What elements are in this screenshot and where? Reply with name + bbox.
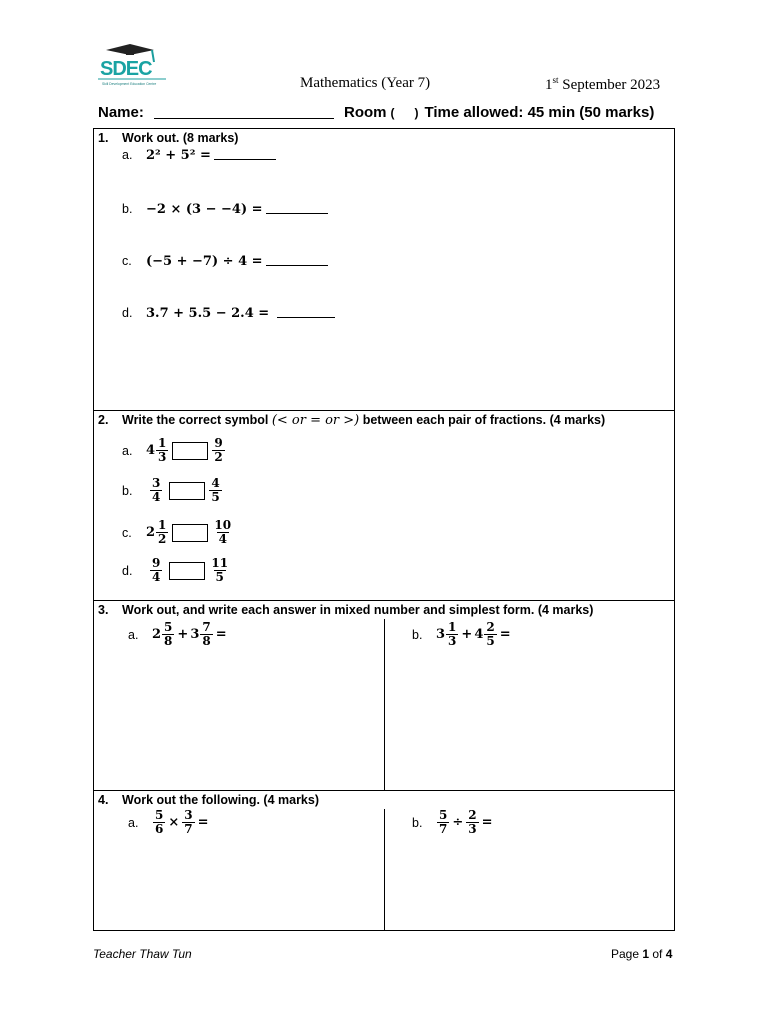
question-3-box xyxy=(93,600,675,791)
fraction: $\frac{9}{4}$ xyxy=(152,556,161,584)
fraction: $\frac{10}{4}$ xyxy=(214,518,232,546)
q2-item-b: b. $\frac{3}{4}$ $\frac{4}{5}$ xyxy=(122,476,220,504)
name-line xyxy=(98,104,678,121)
teacher-name: Teacher Thaw Tun xyxy=(93,947,192,961)
room-field[interactable]: ( ) xyxy=(390,106,419,120)
time-allowed: Time allowed: 45 min (50 marks) xyxy=(424,104,655,121)
question-4-box xyxy=(93,790,675,931)
svg-text:SDEC: SDEC xyxy=(100,58,152,80)
symbol-box[interactable] xyxy=(169,482,205,500)
q1-item-a: a. 2² + 5² = xyxy=(122,147,276,163)
answer-blank[interactable] xyxy=(266,202,328,214)
fraction: $\frac{3}{7}$ xyxy=(184,808,193,836)
fraction: $\frac{5}{7}$ xyxy=(439,808,448,836)
answer-blank[interactable] xyxy=(266,254,328,266)
q1-item-b: b. −2 × (3 − −4) = xyxy=(122,201,328,217)
q2-item-d: d. $\frac{9}{4}$ $\frac{11}{5}$ xyxy=(122,556,229,584)
fraction: $\frac{2}{3}$ xyxy=(468,808,477,836)
fraction: $\frac{9}{2}$ xyxy=(214,436,223,464)
column-divider xyxy=(384,619,385,791)
q4-item-b: b. $\frac{5}{7}$ ÷ $\frac{2}{3}$ = xyxy=(412,808,493,836)
column-divider xyxy=(384,809,385,931)
fraction: $\frac{11}{5}$ xyxy=(211,556,229,584)
symbol-box[interactable] xyxy=(172,442,208,460)
fraction: $\frac{4}{5}$ xyxy=(211,476,220,504)
q1-item-d: d. 3.7 + 5.5 − 2.4 = xyxy=(122,305,335,321)
fraction: $\frac{3}{4}$ xyxy=(152,476,161,504)
subject-title: Mathematics (Year 7) xyxy=(300,75,431,91)
symbol-box[interactable] xyxy=(172,524,208,542)
fraction: $\frac{5}{6}$ xyxy=(155,808,164,836)
question-1-box xyxy=(93,128,675,411)
question-3-title: 3. Work out, and write each answer in mixed number and simplest form. (4 marks) xyxy=(98,603,594,617)
room-label: Room xyxy=(344,104,387,121)
symbol-box[interactable] xyxy=(169,562,205,580)
q3-item-b: b. 3 $\frac{1}{3}$ + 4 $\frac{2}{5}$ = xyxy=(412,620,511,648)
q1-item-c: c. (−5 + −7) ÷ 4 = xyxy=(122,253,328,269)
answer-blank[interactable] xyxy=(214,148,276,160)
question-4-title: 4. Work out the following. (4 marks) xyxy=(98,793,320,807)
q3-item-a: a. 2 $\frac{5}{8}$ + 3 $\frac{7}{8}$ = xyxy=(128,620,227,648)
exam-date: 1st September 2023 xyxy=(545,75,661,93)
name-field[interactable] xyxy=(154,105,334,119)
sdec-logo xyxy=(96,42,168,88)
question-1-title: 1. Work out. (8 marks) xyxy=(98,131,239,145)
page-number: Page 1 of 4 xyxy=(611,947,673,961)
fraction: $\frac{1}{2}$ xyxy=(158,518,167,546)
answer-blank[interactable] xyxy=(277,306,335,318)
q2-item-a: a. 4 $\frac{1}{3}$ $\frac{9}{2}$ xyxy=(122,436,223,464)
fraction: $\frac{5}{8}$ xyxy=(164,620,173,648)
q4-item-a: a. $\frac{5}{6}$ × $\frac{3}{7}$ = xyxy=(128,808,209,836)
svg-text:Skill Development Education Ce: Skill Development Education Centre xyxy=(102,82,157,86)
name-label: Name: xyxy=(98,104,144,121)
fraction: $\frac{2}{5}$ xyxy=(486,620,495,648)
question-2-title: 2. Write the correct symbol (< or = or >) between each pair of fractions. (4 marks) xyxy=(98,413,606,428)
fraction: $\frac{1}{3}$ xyxy=(448,620,457,648)
fraction: $\frac{7}{8}$ xyxy=(202,620,211,648)
question-2-box xyxy=(93,410,675,601)
q2-item-c: c. 2 $\frac{1}{2}$ $\frac{10}{4}$ xyxy=(122,518,232,546)
fraction: $\frac{1}{3}$ xyxy=(158,436,167,464)
